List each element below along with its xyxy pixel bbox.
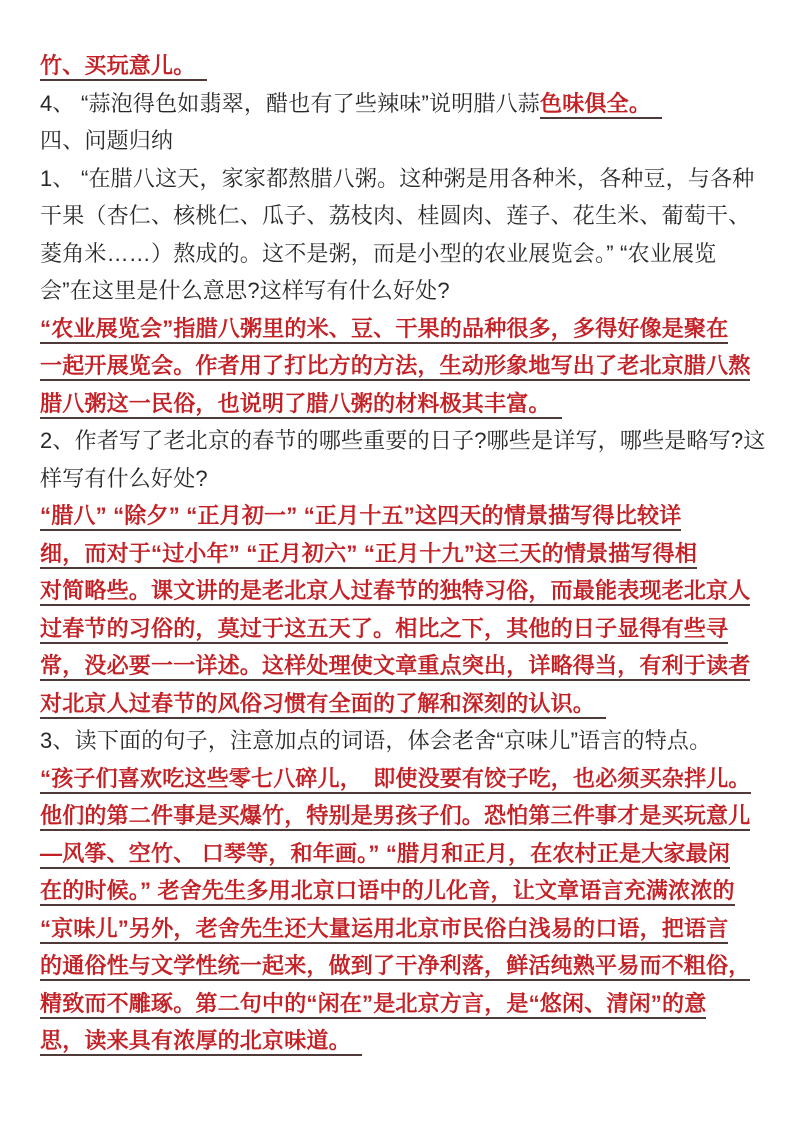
text-line — [40, 122, 759, 160]
text-line — [40, 722, 759, 760]
answer-text: “孩子们喜欢吃这些零七八碎儿， 即使没要有饺子吃，也必须买杂拌儿。 — [40, 766, 751, 794]
question-text: 2、作者写了老北京的春节的哪些重要的日子?哪些是详写，哪些是略写?这 — [40, 428, 766, 453]
question-text: 会”在这里是什么意思?这样写有什么好处? — [40, 278, 450, 303]
text-line — [40, 85, 759, 123]
text-line — [40, 197, 759, 235]
text-line — [40, 272, 759, 310]
answer-text: 对北京人过春节的风俗习惯有全面的了解和深刻的认识。 — [40, 691, 606, 719]
question-text: 样写有什么好处? — [40, 465, 208, 491]
answer-text: 过春节的习俗的，莫过于这五天了。相比之下，其他的日子显得有些寻 — [40, 616, 728, 644]
answer-text: 色味俱全。 — [540, 91, 662, 119]
text-line — [40, 347, 759, 385]
text-line — [40, 985, 759, 1023]
text-line — [40, 1022, 759, 1060]
answer-text: 常，没必要一一详述。这样处理使文章重点突出，详略得当，有利于读者 — [40, 653, 750, 681]
text-line — [40, 160, 759, 198]
text-line — [40, 835, 759, 873]
text-line — [40, 497, 759, 535]
answer-text: —风筝、空竹、 口琴等，和年画。” “腊月和正月，在农村正是大家最闲 — [40, 841, 730, 869]
answer-text: 精致而不雕琢。第二句中的“闲在”是北京方言，是“悠闲、清闲”的意 — [40, 991, 706, 1019]
answer-text: 一起开展览会。作者用了打比方的方法，生动形象地写出了老北京腊八熬 — [40, 353, 750, 381]
text-line — [40, 947, 759, 985]
text-line — [40, 422, 766, 460]
answer-text: “腊八” “除夕” “正月初一” “正月十五”这四天的情景描写得比较详 — [40, 503, 681, 531]
question-text: 1、 “在腊八这天，家家都熬腊八粥。这种粥是用各种米，各种豆，与各种 — [40, 165, 755, 191]
question-text: 3、读下面的句子，注意加点的词语，体会老舍“京味儿”语言的特点。 — [40, 728, 712, 753]
question-text: 4、 “蒜泡得色如翡翠，醋也有了些辣味”说明腊八蒜 — [40, 90, 541, 116]
answer-text: 在的时候。” 老舍先生多用北京口语中的儿化音，让文章语言充满浓浓的 — [40, 878, 735, 906]
question-text: 四、问题归纳 — [40, 128, 174, 153]
text-line — [40, 235, 759, 273]
text-line — [40, 610, 759, 648]
answer-text: 的通俗性与文学性统一起来，做到了干净利落，鲜活纯熟平易而不粗俗， — [40, 953, 750, 981]
answer-text: “农业展览会”指腊八粥里的米、豆、干果的品种很多，多得好像是聚在 — [40, 316, 728, 344]
answer-text: “京味儿”另外，老舍先生还大量运用北京市民俗白浅易的口语，把语言 — [40, 916, 728, 944]
question-text: 干果（杏仁、核桃仁、瓜子、荔枝肉、桂圆肉、莲子、花生米、葡萄干、 — [40, 203, 751, 228]
text-line — [40, 535, 759, 573]
answer-text: 细，而对于“过小年” “正月初六” “正月十九”这三天的情景描写得相 — [40, 541, 697, 569]
answer-text: 竹、买玩意儿。 — [40, 53, 207, 81]
text-line — [40, 460, 759, 498]
text-line — [40, 47, 759, 85]
text-line — [40, 685, 759, 723]
question-text: 菱角米……）熬成的。这不是粥，而是小型的农业展览会。” “农业展览 — [40, 240, 717, 266]
answer-text: 他们的第二件事是买爆竹，特别是男孩子们。恐怕第三件事才是买玩意儿 — [40, 803, 750, 831]
text-line — [40, 872, 759, 910]
text-line — [40, 310, 759, 348]
answer-text: 对简略些。课文讲的是老北京人过春节的独特习俗，而最能表现老北京人 — [40, 578, 750, 606]
text-line — [40, 910, 759, 948]
answer-text: 思，读来具有浓厚的北京味道。 — [40, 1028, 362, 1056]
text-line — [40, 647, 759, 685]
text-line — [40, 385, 759, 423]
text-line — [40, 797, 759, 835]
text-line — [40, 760, 759, 798]
answer-text: 腊八粥这一民俗，也说明了腊八粥的材料极其丰富。 — [40, 391, 562, 419]
text-line — [40, 572, 759, 610]
